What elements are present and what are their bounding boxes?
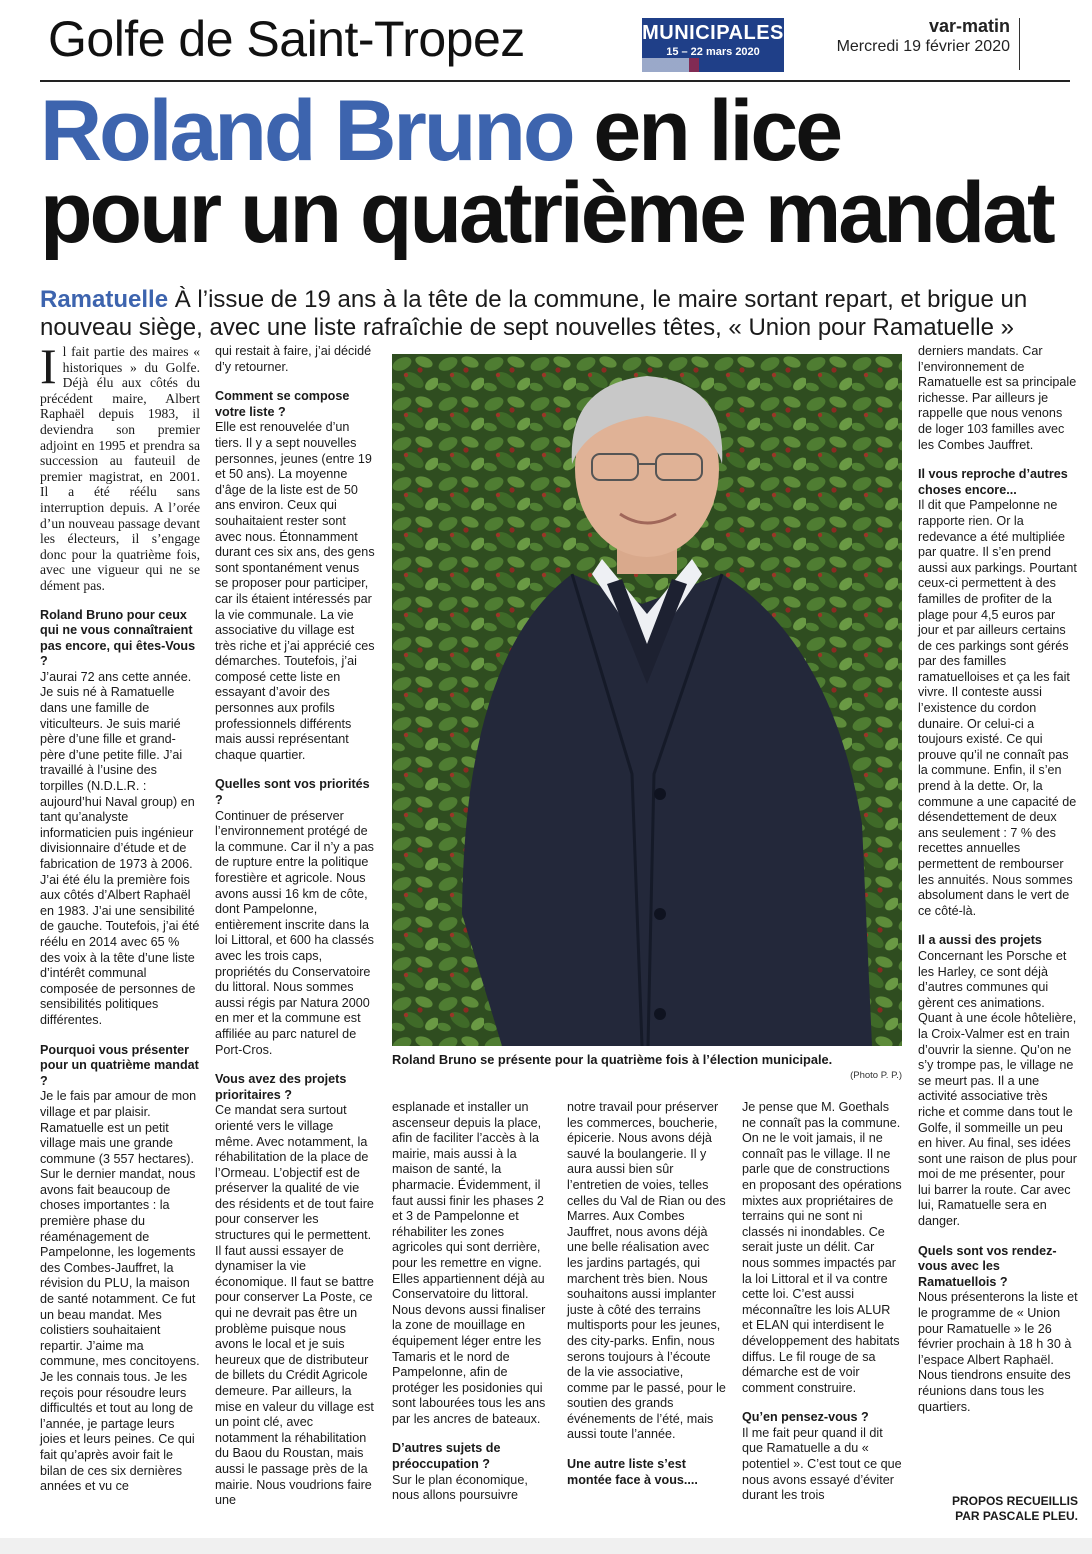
badge-title: MUNICIPALES — [642, 22, 784, 44]
intro-paragraph — [40, 338, 200, 594]
answer: Je le fais par amour de mon village et par plaisir. Ramatuelle est un petit village mais une grande commune (3 557 hectares). Sur le dernier mandat, nous avons fait beaucoup de choses importantes : la première phase du réaménagement de Pampelonne, les logements des Combes-Jauffret, la révision du PLU, la maison de santé notamment. Ce fut un beau mandat. Mes colistiers souhaitaient repartir. J’aime ma commune, mes concitoyens. Je les connais tous. Je les reçois pour résoudre leurs difficultés et tout au long de l’année, je partage leurs joies et leurs peines. Ce qui fait qu’après avoir fait le bilan de ces six dernières années et vu ce — [40, 1089, 200, 1494]
question: Vous avez des projets prioritaires ? — [215, 1072, 347, 1102]
page-header — [40, 0, 1020, 80]
byline — [900, 1494, 1078, 1524]
standfirst — [40, 286, 1070, 342]
header-rule — [40, 80, 1070, 82]
standfirst-kicker: Ramatuelle — [40, 286, 169, 313]
continued-text: esplanade et installer un ascenseur depuis la place, afin de faciliter l’accès à la mairie, mais aussi à la maison de santé, la pharmacie. Évidemment, il faut aussi finir les phases 2 et 3 de Pampelonne et réhabiliter les zones agricoles qui sont derrière, pour les remettre en vigne. Elles appartiennent déjà au Conservatoire du littoral. Nous devons aussi finaliser la zone de mouillage en équipement léger entre les Tamaris et le nord de Pampelonne, afin de protéger les posidonies qui sont labourées tous les ans par les ancres de bateaux. — [392, 1100, 546, 1426]
publication-date: Mercredi 19 février 2020 — [836, 38, 1010, 55]
answer: Il dit que Pampelonne ne rapporte rien. Or la redevance a été multipliée par quatre. Il s’en prend aussi aux parkings. Pourtant ceux-ci permettent à des familles de profiter de la plage pour 4,5 euros par jour et par ailleurs certains de ces parkings sont gérés par des familles ramatuelloises et ça les fait vivre. Il conteste aussi l’existence du cordon dunaire. Or celui-ci a toujours existé. Ce qui prouve qu’il ne connaît pas la commune. Enfin, il s’en prend à la dette. Or, la commune a une capacité de désendettement de deux ans seulement : 7 % des recettes annuelles permettent de rembourser les annuités. Nous sommes absolument dans le vert de ce côté-là. — [918, 498, 1077, 918]
standfirst-text: À l’issue de 19 ans à la tête de la commune, le maire sortant repart, et brigue un nouveau siège, avec une liste rafraîchie de sept nouvelles têtes, « Union pour Ramatuelle » — [40, 286, 1028, 341]
answer: J’aurai 72 ans cette année. Je suis né à Ramatuelle dans une famille de viticulteurs. Je suis marié père d’une fille et grand-père d’une petite fille. J’ai travaillé à l’usine des torpilles (N.D.L.R. : aujourd’hui Naval group) en tant qu’analyste informaticien puis ingénieur divisionnaire d’étude et de fabrication de 1973 à 2006. J’ai été élu la première fois aux côtés d’Albert Raphaël en 1983. J’ai une sensibilité de gauche. Toutefois, j’ai été réélu en 2014 avec 65 % des voix à la tête d’une liste d’intérêt communal composée de personnes de sensibilités politiques différentes. — [40, 669, 200, 1027]
badge-dates: 15 – 22 mars 2020 — [666, 46, 760, 58]
municipales-badge — [642, 18, 784, 72]
answer: Nous présenterons la liste et le programme de « Union pour Ramatuelle » le 26 février prochain à 18 h 30 à l’espace Albert Raphaël. Nous tiendrons ensuite des réunions dans tous les quartiers. — [918, 1290, 1078, 1414]
article-column-6 — [918, 344, 1078, 1415]
question: Une autre liste s’est montée face à vous.... — [567, 1457, 698, 1487]
intro-text: l fait partie des maires « historiques » du Golfe. Déjà élu aux côtés du précédent maire, Albert Raphaël depuis 1983, il deviendra son premier adjoint en 1995 et prendra sa succession au fauteuil de premier magistrat, en 2001. Il a été réélu sans interruption depuis. A l’orée d’un nouveau passage devant les électeurs, il s’engage donc pour la quatrième fois, avec une vigueur qui ne se dément pas. — [40, 344, 200, 593]
continued-text: Je pense que M. Goethals ne connaît pas la commune. On ne le voit jamais, il ne connaît pas le village. Il ne parle que de constructions en proposant des opérations mixtes aux propriétaires de terrains qui ne sont ni classés ni inondables. Ce serait juste un délit. Car nous sommes impactés par la loi Littoral et il va contre cette loi. C’est aussi méconnaître les lois ALUR et ELAN qui interdisent le développement des habitats diffus. Le fil rouge de sa démarche est de voir comment construire. — [742, 1100, 902, 1395]
photo-caption: Roland Bruno se présente pour la quatrième fois à l’élection municipale. — [392, 1052, 833, 1067]
question: Il vous reproche d’autres choses encore... — [918, 467, 1068, 497]
question: Il a aussi des projets — [918, 933, 1042, 948]
question: Roland Bruno pour ceux qui ne vous connaîtraient pas encore, qui êtes-Vous ? — [40, 607, 196, 669]
headline-line2: pour un quatrième mandat — [40, 165, 1053, 261]
article-column-2 — [215, 344, 375, 1509]
question: Qu’en pensez-vous ? — [742, 1410, 869, 1425]
section-title: Golfe de Saint-Tropez — [48, 11, 525, 67]
answer: Il me fait peur quand il dit que Ramatuelle a du « potentiel ». C’est tout ce que nous avons essayé d’éviter durant les trois — [742, 1425, 902, 1503]
answer: Ce mandat sera surtout orienté vers le village même. Avec notamment, la réhabilitation de la place de l’Ormeau. L’objectif est de préserver la qualité de vie des résidents et de tout faire pour conserver les structures qui le permettent. Il faut aussi essayer de dynamiser la vie économique. Il faut se battre pour conserver La Poste, ce qui ne devrait pas être un problème puisque nous avons le local et je suis heureux que de distributeur de billets du Crédit Agricole demeure. Par ailleurs, la mise en valeur du village est un point clé, avec notamment la réhabilitation du Baou du Roustan, mais aussi le passage près de la mairie. Nous voudrions faire une — [215, 1103, 374, 1508]
article-column-1 — [40, 338, 200, 1495]
page-bottom-band — [0, 1538, 1092, 1554]
headline-name: Roland Bruno — [40, 83, 573, 179]
question: Pourquoi vous présenter pour un quatrième mandat ? — [40, 1042, 199, 1088]
question: Quels sont vos rendez-vous avec les Ramatuellois ? — [918, 1243, 1057, 1289]
question: Comment se compose votre liste ? — [215, 389, 350, 419]
badge-stripe — [642, 58, 784, 72]
drop-cap: I — [40, 338, 57, 394]
question: Quelles sont vos priorités ? — [215, 777, 370, 808]
article-column-3 — [392, 1100, 552, 1504]
portrait-illustration — [392, 354, 902, 1046]
headline-line1-rest: en lice — [572, 83, 841, 179]
continued-text: qui restait à faire, j’ai décidé d’y retourner. — [215, 344, 372, 374]
continued-text: notre travail pour préserver les commerces, boucherie, épicerie. Nous avons déjà sauvé la boulangerie. Il y aura aussi bien sûr l’entretien de voies, telles celles du Val de Rian ou des Marres. Aux Combes Jauffret, nous avons déjà une belle réalisation avec les jardins partagés, qui marchent très bien. Nous souhaitons aussi implanter juste à côté des terrains multisports pour les jeunes, des city-parks. Enfin, nous serons toujours à l’écoute de la vie associative, comme par le passé, pour le soutien des grands événements de l’été, mais aussi toute l’année. — [567, 1100, 726, 1442]
article-column-4 — [567, 1100, 727, 1488]
headline — [40, 83, 1080, 261]
photo-credit: (Photo P. P.) — [850, 1070, 902, 1081]
article-column-5 — [742, 1100, 902, 1504]
header-divider — [1019, 18, 1020, 70]
byline-line1: PROPOS RECUEILLIS — [951, 1494, 1078, 1508]
continued-text: derniers mandats. Car l’environnement de Ramatuelle est sa principale richesse. Par ailleurs je rappelle que nous venons de loger 103 familles avec les Combes Jauffret. — [918, 344, 1077, 452]
question: D’autres sujets de préoccupation ? — [392, 1441, 501, 1472]
portrait-photo — [392, 354, 902, 1046]
newspaper-name: var-matin — [928, 16, 1010, 36]
answer: Concernant les Porsche et les Harley, ce sont déjà d’autres communes qui gèrent ces animations. Quant à une école hôtelière, la Croix-Valmer est en train d’ouvrir la sienne. Qu’on ne s’y trompe pas, le village ne se meurt pas. Il a une activité associative très riche et comme dans tout le Golfe, il sommeille un peu en hiver. Au final, ses idées sont une raison de plus pour moi de me présenter, pour lui barrer la route. Car avec lui, Ramatuelle sera en danger. — [918, 948, 1077, 1229]
byline-line2: PAR PASCALE PLEU. — [955, 1509, 1078, 1523]
answer: Elle est renouvelée d’un tiers. Il y a sept nouvelles personnes, jeunes (entre 19 et 50 ans). La moyenne d’âge de la liste est de 50 ans environ. Ceux qui souhaitaient rester sont avec nous. Étonnamment durant ces six ans, des gens sont spontanément venus se proposer pour participer, car ils étaient intéressés par la vie communale. La vie associative du village est très riche et j’ai apprécié ces démarches. Toutefois, j’ai composé cette liste en essayant d’avoir des personnes aux profils professionnels différents mais aussi représentant chaque quartier. — [215, 420, 375, 762]
answer: Continuer de préserver l’environnement protégé de la commune. Car il n’y a pas de rupture entre la politique forestière et agricole. Nous avons aussi 16 km de côte, dont Pampelonne, entièrement inscrite dans la loi Littoral, et 600 ha classés avec les trois caps, propriétés du Conservatoire du littoral. Nous sommes aussi régis par Natura 2000 en mer et la commune est affiliée au parc naturel de Port-Cros. — [215, 808, 374, 1057]
answer: Sur le plan économique, nous allons poursuivre — [392, 1472, 528, 1503]
